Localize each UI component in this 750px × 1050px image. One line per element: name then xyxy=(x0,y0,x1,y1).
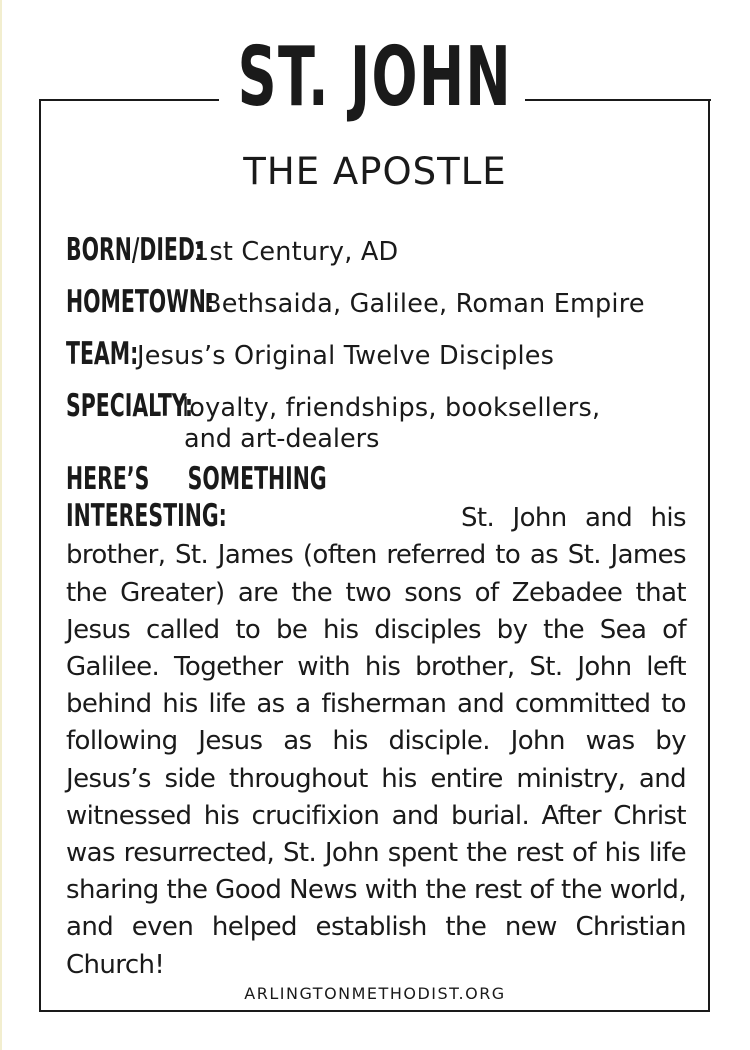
hometown-row xyxy=(66,277,686,329)
interesting-label: HERE’S SOMETHING INTERESTING: xyxy=(66,461,327,535)
specialty-value-line1: loyalty, friendships, booksellers, xyxy=(182,393,601,423)
card-title-text: ST. JOHN xyxy=(237,30,513,125)
team-row xyxy=(66,329,686,381)
specialty-label-wrap xyxy=(66,381,193,433)
team-value: Jesus’s Original Twelve Disciples xyxy=(137,341,555,371)
born-died-row xyxy=(66,225,686,277)
specialty-label: SPECIALTY: xyxy=(66,388,193,424)
born-died-value: 1st Century, AD xyxy=(193,237,399,267)
interesting-text: St. John and his brother, St. James (often referred to as St. James the Greater) are the two sons of Zebadee that Jesus called to be his disciples by the Sea of Galilee. Together with his brother, St. John left behind his life as a fisherman and committed to following Jesus as his disciple. John was by Jesus’s side throughout his entire ministry, and witnessed his crucifixion and burial. After Christ was resurrected, St. John spent the rest of his life sharing the Good News with the rest of the world, and even helped establish the new Christian Church! xyxy=(66,503,686,980)
team-label: TEAM: xyxy=(66,336,139,372)
card-subtitle: THE APOSTLE xyxy=(243,150,507,193)
footer-website: ARLINGTONMETHODIST.ORG xyxy=(244,984,506,1003)
hometown-value: Bethsaida, Galilee, Roman Empire xyxy=(204,289,645,319)
card-content xyxy=(66,225,686,984)
specialty-value-line2: and art-dealers xyxy=(184,424,380,454)
interesting-paragraph xyxy=(66,461,686,984)
interesting-label-wrap xyxy=(66,461,461,537)
born-died-label-wrap xyxy=(66,225,204,277)
team-label-wrap xyxy=(66,329,137,381)
born-died-label: BORN/DIED: xyxy=(66,232,204,268)
card-title xyxy=(0,28,750,128)
hometown-label: HOMETOWN: xyxy=(66,284,215,320)
hometown-label-wrap xyxy=(66,277,215,329)
